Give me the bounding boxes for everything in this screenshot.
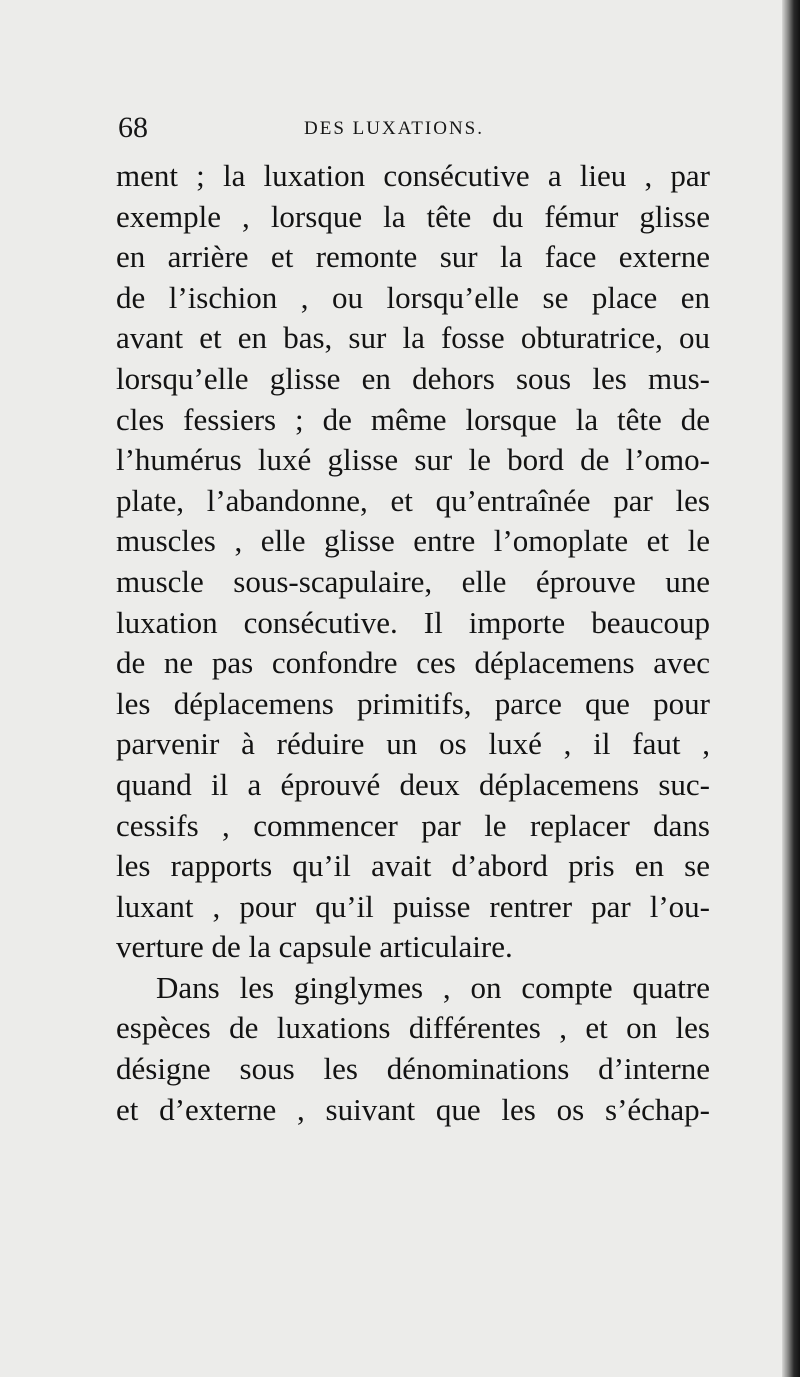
text-line: muscle sous-scapulaire, elle éprouve une	[116, 563, 710, 599]
text-line: de l’ischion , ou lorsqu’elle se place en	[116, 279, 710, 315]
page-number: 68	[118, 111, 148, 144]
text-line: muscles , elle glisse entre l’omoplate et le	[116, 523, 710, 559]
text-line: et d’externe , suivant que les os s’échap-	[116, 1091, 710, 1127]
text-line: quand il a éprouvé deux déplacemens suc-	[116, 766, 710, 802]
text-line: les déplacemens primitifs, parce que pour	[116, 685, 710, 721]
text-line: plate, l’abandonne, et qu’entraînée par les	[116, 482, 710, 518]
text-line: cles fessiers ; de même lorsque la tête de	[116, 401, 710, 437]
text-line: en arrière et remonte sur la face externe	[116, 239, 710, 275]
page-header	[118, 108, 718, 148]
text-line: Dans les ginglymes , on compte quatre	[156, 969, 710, 1005]
text-line: lorsqu’elle glisse en dehors sous les mus-	[116, 360, 710, 396]
text-line: désigne sous les dénominations d’interne	[116, 1051, 710, 1087]
text-line: exemple , lorsque la tête du fémur glisse	[116, 198, 710, 234]
text-line: parvenir à réduire un os luxé , il faut ,	[116, 726, 710, 762]
text-line: luxation consécutive. Il importe beaucoup	[116, 604, 710, 640]
text-line: l’humérus luxé glisse sur le bord de l’omo-	[116, 442, 710, 478]
text-line: avant et en bas, sur la fosse obturatrice, ou	[116, 320, 710, 356]
text-line: ment ; la luxation consécutive a lieu , par	[116, 158, 710, 193]
body-text	[116, 156, 710, 1130]
text-line: de ne pas confondre ces déplacemens avec	[116, 645, 710, 681]
text-line: cessifs , commencer par le replacer dans	[116, 807, 710, 843]
running-head: DES LUXATIONS.	[304, 118, 484, 139]
text-line: espèces de luxations différentes , et on les	[116, 1010, 710, 1046]
text-line: les rapports qu’il avait d’abord pris en se	[116, 848, 710, 884]
text-line: verture de la capsule articulaire.	[116, 929, 513, 965]
text-line: luxant , pour qu’il puisse rentrer par l’ou-	[116, 888, 710, 924]
page-edge-shadow	[782, 0, 800, 1377]
